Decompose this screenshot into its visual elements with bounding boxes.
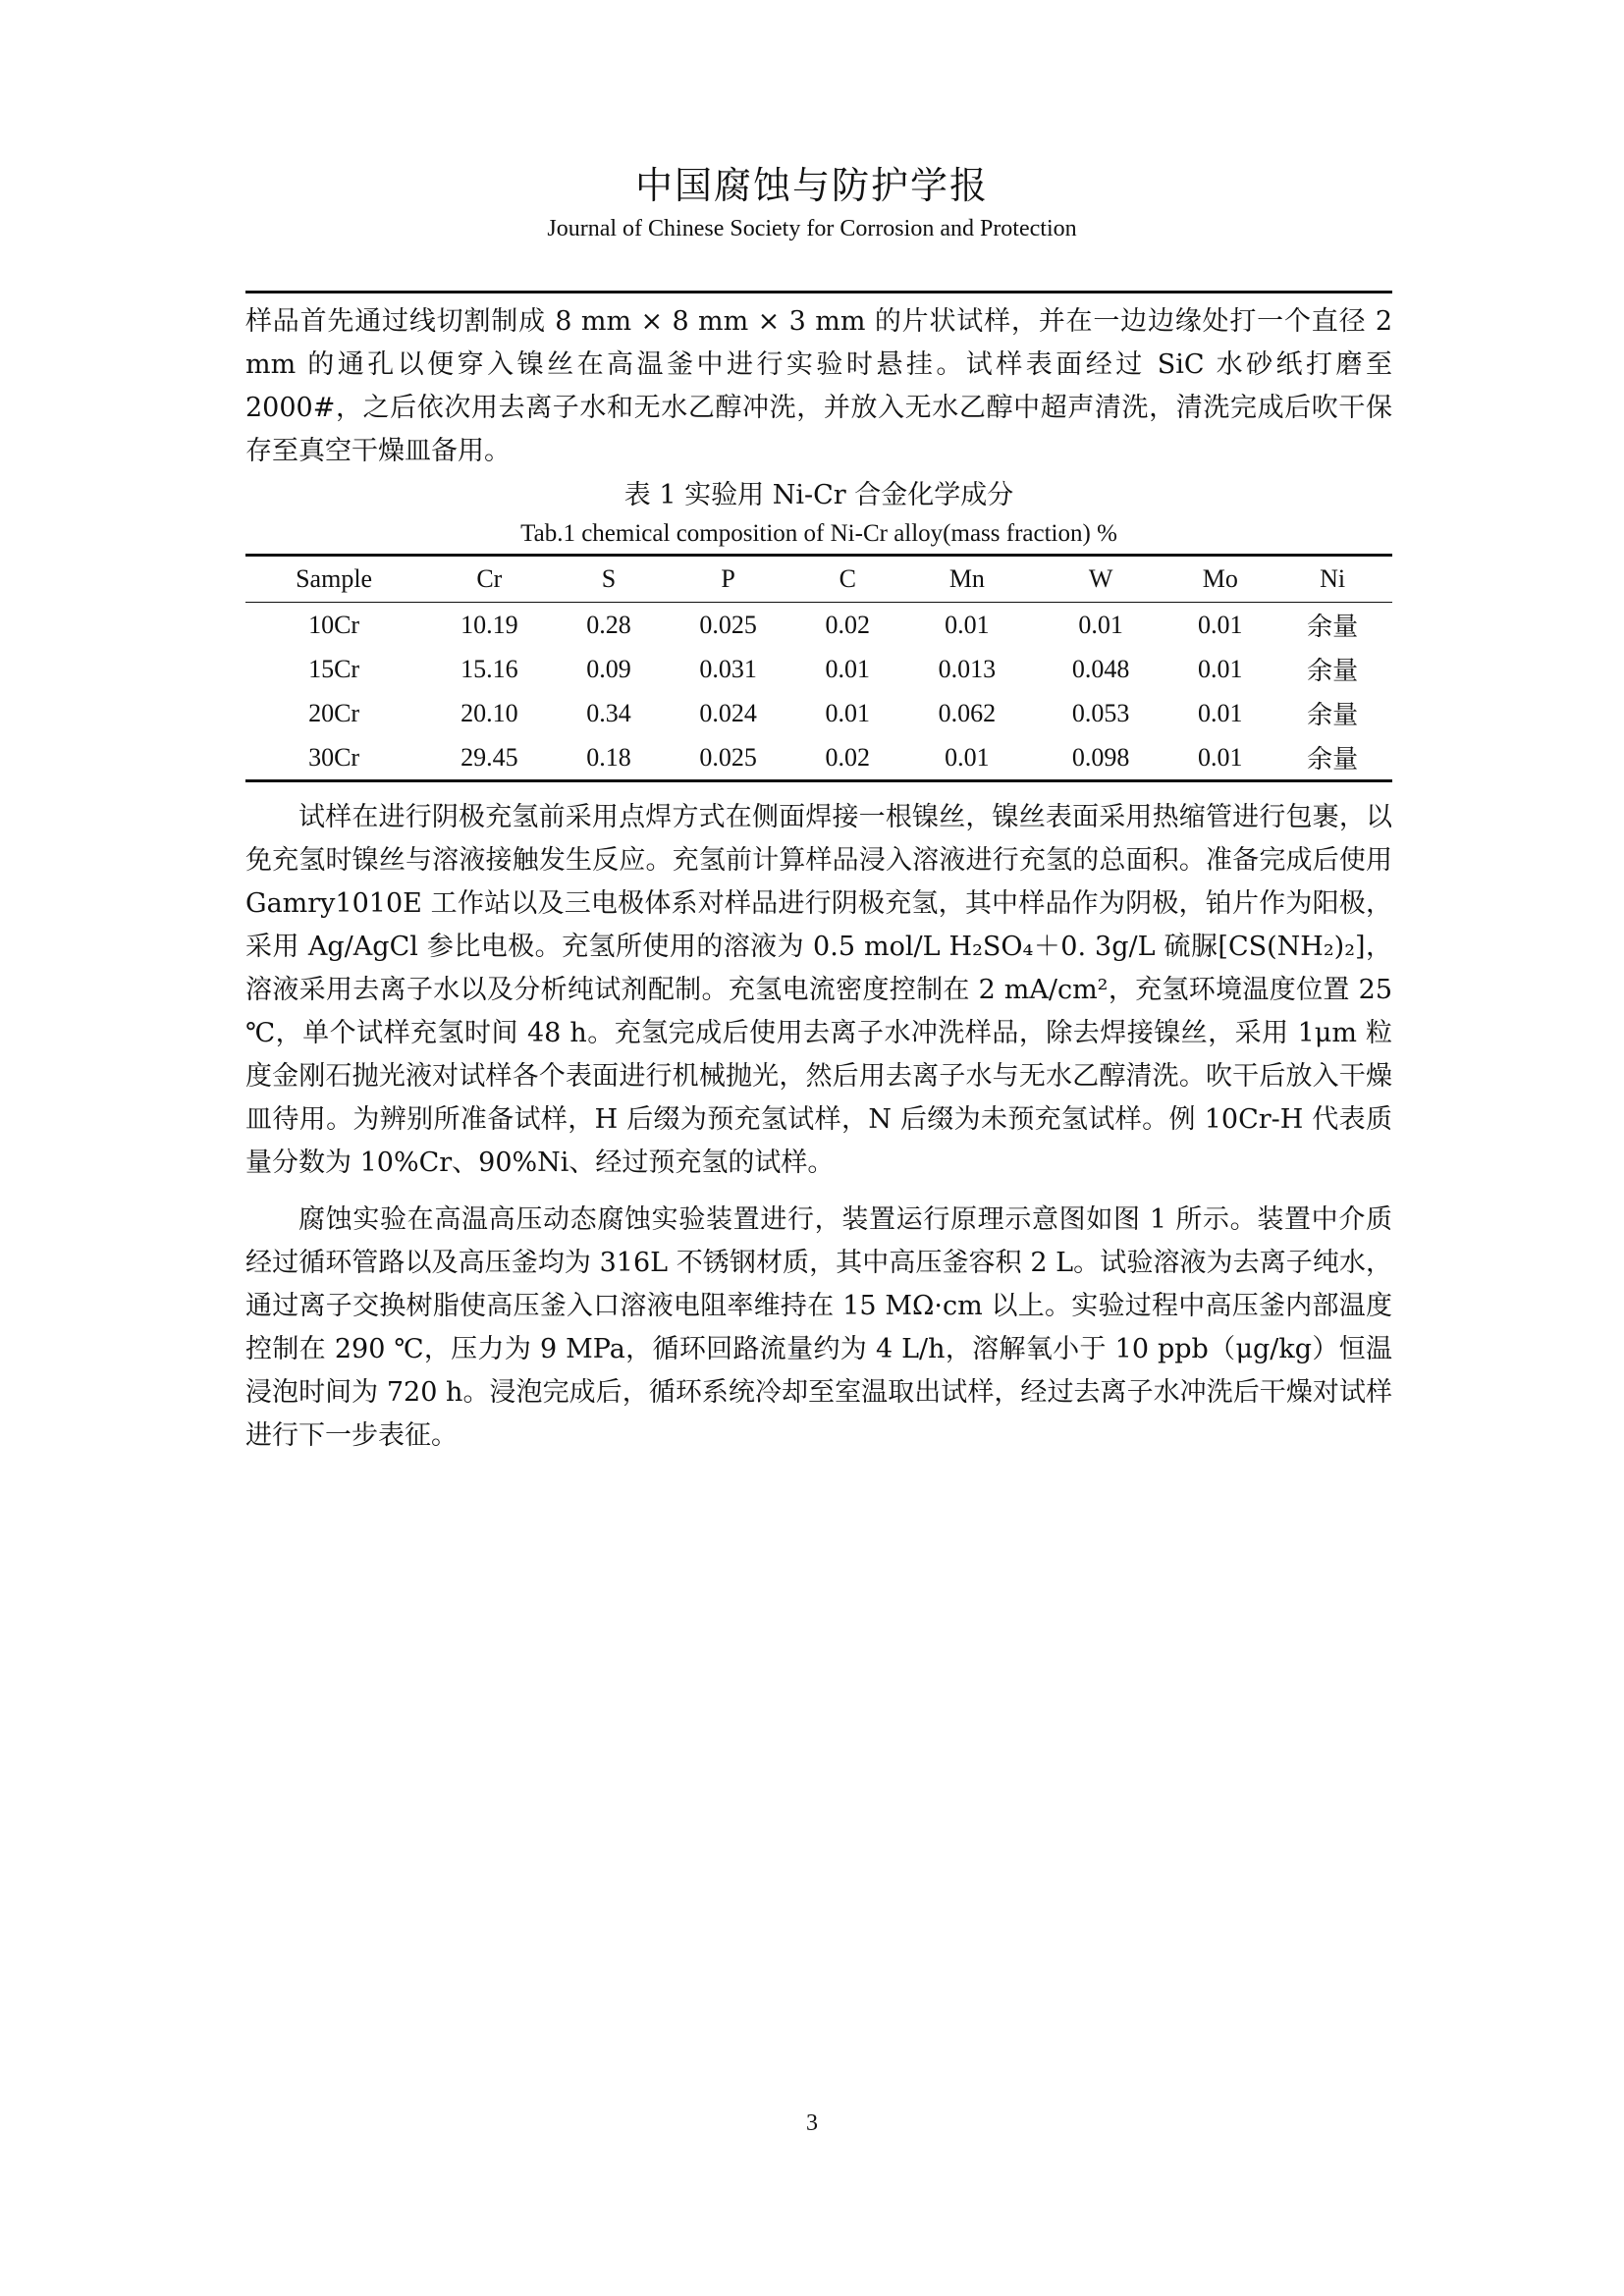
table-cell: 余量 — [1307, 701, 1359, 730]
table-cell: 0.025 — [699, 610, 757, 639]
table-caption-en: Tab.1 chemical composition of Ni-Cr alloy(mass fraction) % — [520, 520, 1117, 547]
table-cell: 10Cr — [308, 610, 360, 639]
header-cell: Sample — [245, 556, 422, 603]
paragraph-hydrogen-charging: 试样在进行阴极充氢前采用点焊方式在侧面焊接一根镍丝，镍丝表面采用热缩管进行包裹，以免充氢时镍丝与溶液接触发生反应。充氢前计算样品浸入溶液进行充氢的总面积。准备完成后使用 Gamry1010E 工作站以及三电极体系对样品进行阴极充氢，其中样品作为阴极，铂片作为阳极，采用 Ag/AgCl 参比电极。充氢所使用的溶液为 0.5 mol/L H₂SO₄＋0. 3g/L 硫脲[CS(NH₂)₂]，溶液采用去离子水以及分析纯试剂配制。充氢电流密度控制在 2 mA/cm²，充氢环境温度位置 25 ℃，单个试样充氢时间 48 h。充氢完成后使用去离子水冲洗样品，除去焊接镍丝，采用 1μm 粒度金刚石抛光液对试样各个表面进行机械抛光，然后用去离子水与无水乙醇清洗。吹干后放入干燥皿待用。为辨别所准备试样，H 后缀为预充氢试样，N 后缀为未预充氢试样。例 10Cr-H 代表质量分数为 10%Cr、90%Ni、经过预充氢的试样。 — [245, 802, 1392, 1178]
table-cell: 0.01 — [1198, 610, 1243, 639]
header-cell: W — [1034, 556, 1167, 603]
journal-title-en: Journal of Chinese Society for Corrosion and Protection — [547, 216, 1077, 241]
header-cell: S — [556, 556, 661, 603]
table-cell: 0.02 — [825, 610, 870, 639]
table-row — [245, 691, 1392, 735]
header-rule — [245, 291, 1392, 294]
header-cell: P — [661, 556, 794, 603]
header-cell: Ni — [1272, 556, 1392, 603]
header-cell: Mn — [900, 556, 1034, 603]
table-caption-cn: 表 1 实验用 Ni-Cr 合金化学成分 — [623, 480, 1014, 510]
table-cell: 29.45 — [460, 742, 518, 772]
table-cell: 0.013 — [938, 654, 997, 683]
table-cell: 0.031 — [699, 654, 757, 683]
table-cell: 0.18 — [586, 742, 631, 772]
table-cell: 余量 — [1307, 745, 1359, 774]
table-cell: 余量 — [1307, 613, 1359, 642]
composition-table — [245, 554, 1392, 782]
table-cell: 0.01 — [945, 742, 990, 772]
table-cell: 0.01 — [945, 610, 990, 639]
table-cell: 0.28 — [586, 610, 631, 639]
page-body — [245, 300, 1392, 1458]
table-cell: 10.19 — [460, 610, 518, 639]
table-cell: 0.01 — [1198, 742, 1243, 772]
table-cell: 20.10 — [460, 698, 518, 727]
table-cell: 0.048 — [1071, 654, 1130, 683]
table-cell: 15.16 — [460, 654, 518, 683]
table-cell: 0.053 — [1071, 698, 1130, 727]
journal-header — [0, 162, 1624, 242]
table-cell: 30Cr — [308, 742, 360, 772]
table-row — [245, 647, 1392, 691]
page-number: 3 — [806, 2110, 818, 2136]
table-cell: 0.01 — [1078, 610, 1123, 639]
table-cell: 0.062 — [938, 698, 997, 727]
paragraph-corrosion-experiment: 腐蚀实验在高温高压动态腐蚀实验装置进行，装置运行原理示意图如图 1 所示。装置中介质经过循环管路以及高压釜均为 316L 不锈钢材质，其中高压釜容积 2 L。试验溶液为去离子纯水，通过离子交换树脂使高压釜入口溶液电阻率维持在 15 MΩ·cm 以上。实验过程中高压釜内部温度控制在 290 ℃，压力为 9 MPa，循环回路流量约为 4 L/h，溶解氧小于 10 ppb（μg/kg）恒温浸泡时间为 720 h。浸泡完成后，循环系统冷却至室温取出试样，经过去离子水冲洗后干燥对试样进行下一步表征。 — [245, 1204, 1392, 1451]
table-cell: 0.025 — [699, 742, 757, 772]
table-cell: 0.098 — [1071, 742, 1130, 772]
table-cell: 0.34 — [586, 698, 631, 727]
table-cell: 0.01 — [1198, 654, 1243, 683]
table-cell: 0.024 — [699, 698, 757, 727]
table-cell: 0.01 — [825, 654, 870, 683]
table-header-row — [245, 556, 1392, 603]
header-cell: Mo — [1167, 556, 1272, 603]
table-cell: 0.02 — [825, 742, 870, 772]
header-cell: Cr — [422, 556, 556, 603]
journal-title-cn: 中国腐蚀与防护学报 — [634, 164, 989, 207]
table-row — [245, 735, 1392, 781]
table-cell: 20Cr — [308, 698, 360, 727]
table-cell: 0.01 — [825, 698, 870, 727]
table-cell: 0.09 — [586, 654, 631, 683]
table-cell: 余量 — [1307, 657, 1359, 686]
table-row — [245, 603, 1392, 648]
header-cell: C — [795, 556, 900, 603]
table-cell: 0.01 — [1198, 698, 1243, 727]
paragraph-sample-preparation: 样品首先通过线切割制成 8 mm × 8 mm × 3 mm 的片状试样，并在一边边缘处打一个直径 2 mm 的通孔以便穿入镍丝在高温釜中进行实验时悬挂。试样表面经过 SiC 水砂纸打磨至 2000#，之后依次用去离子水和无水乙醇冲洗，并放入无水乙醇中超声清洗，清洗完成后吹干保存至真空干燥皿备用。 — [245, 306, 1392, 466]
table-cell: 15Cr — [308, 654, 360, 683]
